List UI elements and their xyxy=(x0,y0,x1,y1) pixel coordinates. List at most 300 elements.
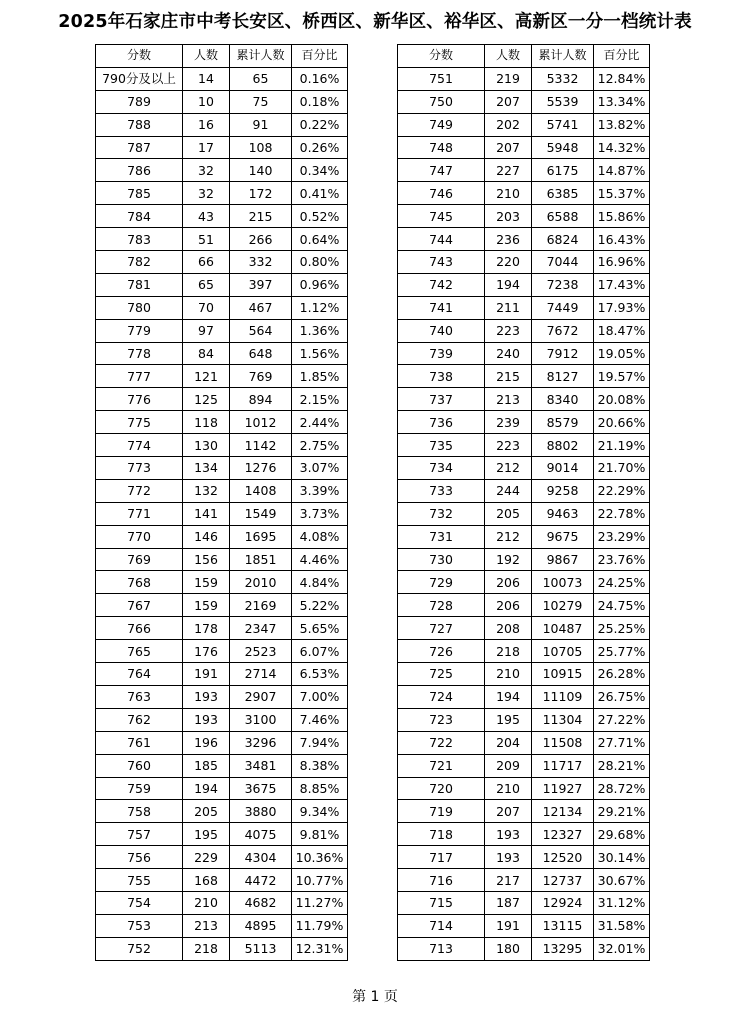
score-cell: 727 xyxy=(398,617,485,640)
cumulative-cell: 10279 xyxy=(532,594,594,617)
score-cell: 719 xyxy=(398,800,485,823)
cumulative-cell: 5113 xyxy=(230,937,292,960)
percent-cell: 20.08% xyxy=(594,388,650,411)
percent-cell: 26.75% xyxy=(594,685,650,708)
score-cell: 740 xyxy=(398,319,485,342)
table-row xyxy=(398,846,650,869)
table-row xyxy=(96,67,348,90)
cumulative-cell: 7449 xyxy=(532,296,594,319)
table-body-right xyxy=(398,67,650,960)
table-row xyxy=(398,388,650,411)
percent-cell: 2.75% xyxy=(292,434,348,457)
score-cell: 724 xyxy=(398,685,485,708)
score-cell: 736 xyxy=(398,411,485,434)
cumulative-cell: 13295 xyxy=(532,937,594,960)
percent-cell: 0.22% xyxy=(292,113,348,136)
table-row xyxy=(96,548,348,571)
percent-cell: 23.76% xyxy=(594,548,650,571)
count-cell: 205 xyxy=(183,800,230,823)
table-row xyxy=(96,731,348,754)
table-row xyxy=(96,754,348,777)
percent-cell: 5.22% xyxy=(292,594,348,617)
table-row xyxy=(96,457,348,480)
percent-cell: 32.01% xyxy=(594,937,650,960)
percent-cell: 0.34% xyxy=(292,159,348,182)
table-row xyxy=(96,182,348,205)
score-cell: 741 xyxy=(398,296,485,319)
score-cell: 733 xyxy=(398,479,485,502)
percent-cell: 0.52% xyxy=(292,205,348,228)
table-row xyxy=(398,228,650,251)
percent-cell: 22.78% xyxy=(594,502,650,525)
table-row xyxy=(96,319,348,342)
count-cell: 210 xyxy=(485,182,532,205)
cumulative-cell: 332 xyxy=(230,251,292,274)
count-cell: 32 xyxy=(183,182,230,205)
count-cell: 196 xyxy=(183,731,230,754)
table-header-row xyxy=(398,45,650,68)
count-cell: 204 xyxy=(485,731,532,754)
table-row xyxy=(398,67,650,90)
cumulative-cell: 4472 xyxy=(230,869,292,892)
cumulative-cell: 9867 xyxy=(532,548,594,571)
table-row xyxy=(398,594,650,617)
score-cell: 777 xyxy=(96,365,183,388)
cumulative-cell: 564 xyxy=(230,319,292,342)
score-cell: 767 xyxy=(96,594,183,617)
score-cell: 760 xyxy=(96,754,183,777)
cumulative-cell: 5741 xyxy=(532,113,594,136)
cumulative-cell: 6385 xyxy=(532,182,594,205)
cumulative-cell: 2907 xyxy=(230,685,292,708)
count-cell: 193 xyxy=(183,685,230,708)
count-cell: 195 xyxy=(485,708,532,731)
score-cell: 737 xyxy=(398,388,485,411)
table-row xyxy=(398,136,650,159)
score-cell: 754 xyxy=(96,891,183,914)
count-cell: 141 xyxy=(183,502,230,525)
table-row xyxy=(96,251,348,274)
percent-cell: 7.94% xyxy=(292,731,348,754)
table-row xyxy=(398,251,650,274)
cumulative-cell: 9675 xyxy=(532,525,594,548)
table-row xyxy=(398,914,650,937)
percent-cell: 10.36% xyxy=(292,846,348,869)
table-row xyxy=(398,800,650,823)
score-cell: 785 xyxy=(96,182,183,205)
percent-cell: 25.77% xyxy=(594,640,650,663)
count-cell: 180 xyxy=(485,937,532,960)
count-cell: 244 xyxy=(485,479,532,502)
cumulative-cell: 3880 xyxy=(230,800,292,823)
table-body-left xyxy=(96,67,348,960)
score-cell: 721 xyxy=(398,754,485,777)
header-count: 人数 xyxy=(183,45,230,68)
score-cell: 774 xyxy=(96,434,183,457)
table-row xyxy=(96,479,348,502)
score-cell: 761 xyxy=(96,731,183,754)
score-cell: 731 xyxy=(398,525,485,548)
score-cell: 764 xyxy=(96,663,183,686)
percent-cell: 15.86% xyxy=(594,205,650,228)
table-row xyxy=(398,640,650,663)
cumulative-cell: 769 xyxy=(230,365,292,388)
score-cell: 783 xyxy=(96,228,183,251)
cumulative-cell: 4682 xyxy=(230,891,292,914)
count-cell: 212 xyxy=(485,457,532,480)
count-cell: 227 xyxy=(485,159,532,182)
cumulative-cell: 5948 xyxy=(532,136,594,159)
percent-cell: 19.05% xyxy=(594,342,650,365)
percent-cell: 4.84% xyxy=(292,571,348,594)
score-cell: 714 xyxy=(398,914,485,937)
count-cell: 130 xyxy=(183,434,230,457)
count-cell: 10 xyxy=(183,90,230,113)
cumulative-cell: 9463 xyxy=(532,502,594,525)
cumulative-cell: 11927 xyxy=(532,777,594,800)
percent-cell: 21.19% xyxy=(594,434,650,457)
score-cell: 766 xyxy=(96,617,183,640)
count-cell: 206 xyxy=(485,594,532,617)
table-row xyxy=(96,891,348,914)
cumulative-cell: 5332 xyxy=(532,67,594,90)
cumulative-cell: 6588 xyxy=(532,205,594,228)
count-cell: 194 xyxy=(485,685,532,708)
count-cell: 223 xyxy=(485,319,532,342)
count-cell: 213 xyxy=(183,914,230,937)
cumulative-cell: 172 xyxy=(230,182,292,205)
percent-cell: 7.46% xyxy=(292,708,348,731)
percent-cell: 9.81% xyxy=(292,823,348,846)
table-row xyxy=(96,594,348,617)
score-cell: 742 xyxy=(398,273,485,296)
percent-cell: 22.29% xyxy=(594,479,650,502)
cumulative-cell: 11508 xyxy=(532,731,594,754)
percent-cell: 6.53% xyxy=(292,663,348,686)
cumulative-cell: 3675 xyxy=(230,777,292,800)
score-cell: 747 xyxy=(398,159,485,182)
percent-cell: 2.44% xyxy=(292,411,348,434)
percent-cell: 30.14% xyxy=(594,846,650,869)
count-cell: 212 xyxy=(485,525,532,548)
count-cell: 185 xyxy=(183,754,230,777)
percent-cell: 27.22% xyxy=(594,708,650,731)
cumulative-cell: 648 xyxy=(230,342,292,365)
cumulative-cell: 2010 xyxy=(230,571,292,594)
percent-cell: 13.34% xyxy=(594,90,650,113)
table-row xyxy=(398,754,650,777)
percent-cell: 21.70% xyxy=(594,457,650,480)
count-cell: 132 xyxy=(183,479,230,502)
count-cell: 66 xyxy=(183,251,230,274)
cumulative-cell: 2347 xyxy=(230,617,292,640)
cumulative-cell: 2523 xyxy=(230,640,292,663)
score-cell: 749 xyxy=(398,113,485,136)
score-cell: 713 xyxy=(398,937,485,960)
percent-cell: 12.84% xyxy=(594,67,650,90)
score-cell: 759 xyxy=(96,777,183,800)
cumulative-cell: 3296 xyxy=(230,731,292,754)
percent-cell: 11.79% xyxy=(292,914,348,937)
count-cell: 121 xyxy=(183,365,230,388)
score-cell: 744 xyxy=(398,228,485,251)
count-cell: 209 xyxy=(485,754,532,777)
percent-cell: 19.57% xyxy=(594,365,650,388)
count-cell: 14 xyxy=(183,67,230,90)
count-cell: 156 xyxy=(183,548,230,571)
percent-cell: 16.43% xyxy=(594,228,650,251)
percent-cell: 16.96% xyxy=(594,251,650,274)
count-cell: 206 xyxy=(485,571,532,594)
percent-cell: 31.58% xyxy=(594,914,650,937)
score-cell: 789 xyxy=(96,90,183,113)
score-cell: 784 xyxy=(96,205,183,228)
count-cell: 65 xyxy=(183,273,230,296)
count-cell: 193 xyxy=(183,708,230,731)
count-cell: 159 xyxy=(183,594,230,617)
cumulative-cell: 8579 xyxy=(532,411,594,434)
percent-cell: 14.87% xyxy=(594,159,650,182)
cumulative-cell: 894 xyxy=(230,388,292,411)
table-row xyxy=(96,800,348,823)
percent-cell: 0.80% xyxy=(292,251,348,274)
count-cell: 192 xyxy=(485,548,532,571)
count-cell: 236 xyxy=(485,228,532,251)
table-row xyxy=(398,937,650,960)
percent-cell: 2.15% xyxy=(292,388,348,411)
cumulative-cell: 65 xyxy=(230,67,292,90)
cumulative-cell: 91 xyxy=(230,113,292,136)
count-cell: 194 xyxy=(485,273,532,296)
cumulative-cell: 13115 xyxy=(532,914,594,937)
score-cell: 756 xyxy=(96,846,183,869)
cumulative-cell: 12737 xyxy=(532,869,594,892)
table-row xyxy=(398,205,650,228)
score-cell: 778 xyxy=(96,342,183,365)
score-cell: 722 xyxy=(398,731,485,754)
page-title: 2025年石家庄市中考长安区、桥西区、新华区、裕华区、高新区一分一档统计表 xyxy=(58,12,692,32)
score-cell: 776 xyxy=(96,388,183,411)
percent-cell: 4.08% xyxy=(292,525,348,548)
cumulative-cell: 1549 xyxy=(230,502,292,525)
count-cell: 51 xyxy=(183,228,230,251)
table-row xyxy=(96,90,348,113)
score-cell: 729 xyxy=(398,571,485,594)
table-row xyxy=(96,434,348,457)
count-cell: 220 xyxy=(485,251,532,274)
percent-cell: 29.68% xyxy=(594,823,650,846)
header-score: 分数 xyxy=(398,45,485,68)
percent-cell: 23.29% xyxy=(594,525,650,548)
table-row xyxy=(398,869,650,892)
table-row xyxy=(398,823,650,846)
percent-cell: 3.39% xyxy=(292,479,348,502)
count-cell: 146 xyxy=(183,525,230,548)
percent-cell: 28.72% xyxy=(594,777,650,800)
percent-cell: 13.82% xyxy=(594,113,650,136)
cumulative-cell: 215 xyxy=(230,205,292,228)
table-row xyxy=(96,846,348,869)
percent-cell: 1.12% xyxy=(292,296,348,319)
table-row xyxy=(398,663,650,686)
score-cell: 788 xyxy=(96,113,183,136)
count-cell: 191 xyxy=(183,663,230,686)
cumulative-cell: 10705 xyxy=(532,640,594,663)
cumulative-cell: 8127 xyxy=(532,365,594,388)
percent-cell: 12.31% xyxy=(292,937,348,960)
score-cell: 715 xyxy=(398,891,485,914)
table-row xyxy=(96,273,348,296)
percent-cell: 15.37% xyxy=(594,182,650,205)
cumulative-cell: 7044 xyxy=(532,251,594,274)
score-cell: 763 xyxy=(96,685,183,708)
table-row xyxy=(398,617,650,640)
count-cell: 223 xyxy=(485,434,532,457)
table-row xyxy=(398,182,650,205)
score-cell: 757 xyxy=(96,823,183,846)
cumulative-cell: 11717 xyxy=(532,754,594,777)
table-row xyxy=(398,342,650,365)
percent-cell: 27.71% xyxy=(594,731,650,754)
percent-cell: 1.85% xyxy=(292,365,348,388)
percent-cell: 10.77% xyxy=(292,869,348,892)
percent-cell: 5.65% xyxy=(292,617,348,640)
score-cell: 780 xyxy=(96,296,183,319)
table-row xyxy=(96,228,348,251)
score-table-right xyxy=(397,44,650,961)
count-cell: 240 xyxy=(485,342,532,365)
table-row xyxy=(96,205,348,228)
count-cell: 218 xyxy=(183,937,230,960)
count-cell: 70 xyxy=(183,296,230,319)
cumulative-cell: 7238 xyxy=(532,273,594,296)
score-cell: 748 xyxy=(398,136,485,159)
cumulative-cell: 1142 xyxy=(230,434,292,457)
table-row xyxy=(96,663,348,686)
table-row xyxy=(96,365,348,388)
count-cell: 191 xyxy=(485,914,532,937)
header-score: 分数 xyxy=(96,45,183,68)
percent-cell: 9.34% xyxy=(292,800,348,823)
cumulative-cell: 12924 xyxy=(532,891,594,914)
percent-cell: 0.26% xyxy=(292,136,348,159)
table-row xyxy=(398,571,650,594)
score-cell: 746 xyxy=(398,182,485,205)
percent-cell: 3.73% xyxy=(292,502,348,525)
score-cell: 752 xyxy=(96,937,183,960)
table-row xyxy=(398,159,650,182)
score-cell: 770 xyxy=(96,525,183,548)
cumulative-cell: 266 xyxy=(230,228,292,251)
count-cell: 16 xyxy=(183,113,230,136)
table-row xyxy=(398,365,650,388)
score-cell: 787 xyxy=(96,136,183,159)
table-row xyxy=(96,342,348,365)
percent-cell: 7.00% xyxy=(292,685,348,708)
count-cell: 207 xyxy=(485,90,532,113)
count-cell: 217 xyxy=(485,869,532,892)
percent-cell: 1.36% xyxy=(292,319,348,342)
score-cell: 768 xyxy=(96,571,183,594)
cumulative-cell: 12134 xyxy=(532,800,594,823)
score-cell: 753 xyxy=(96,914,183,937)
table-row xyxy=(96,640,348,663)
cumulative-cell: 3481 xyxy=(230,754,292,777)
score-cell: 771 xyxy=(96,502,183,525)
table-row xyxy=(398,731,650,754)
count-cell: 203 xyxy=(485,205,532,228)
cumulative-cell: 467 xyxy=(230,296,292,319)
count-cell: 134 xyxy=(183,457,230,480)
count-cell: 205 xyxy=(485,502,532,525)
score-cell: 782 xyxy=(96,251,183,274)
count-cell: 97 xyxy=(183,319,230,342)
table-row xyxy=(96,823,348,846)
table-row xyxy=(398,90,650,113)
count-cell: 210 xyxy=(485,777,532,800)
count-cell: 176 xyxy=(183,640,230,663)
percent-cell: 17.93% xyxy=(594,296,650,319)
percent-cell: 0.16% xyxy=(292,67,348,90)
score-cell: 739 xyxy=(398,342,485,365)
count-cell: 195 xyxy=(183,823,230,846)
score-cell: 781 xyxy=(96,273,183,296)
table-row xyxy=(398,891,650,914)
table-row xyxy=(96,685,348,708)
percent-cell: 31.12% xyxy=(594,891,650,914)
percent-cell: 0.18% xyxy=(292,90,348,113)
count-cell: 194 xyxy=(183,777,230,800)
count-cell: 193 xyxy=(485,823,532,846)
cumulative-cell: 108 xyxy=(230,136,292,159)
count-cell: 239 xyxy=(485,411,532,434)
cumulative-cell: 1276 xyxy=(230,457,292,480)
cumulative-cell: 6824 xyxy=(532,228,594,251)
percent-cell: 6.07% xyxy=(292,640,348,663)
table-row xyxy=(398,502,650,525)
cumulative-cell: 8802 xyxy=(532,434,594,457)
cumulative-cell: 4895 xyxy=(230,914,292,937)
cumulative-cell: 12327 xyxy=(532,823,594,846)
table-row xyxy=(96,777,348,800)
count-cell: 17 xyxy=(183,136,230,159)
table-row xyxy=(96,296,348,319)
cumulative-cell: 6175 xyxy=(532,159,594,182)
percent-cell: 0.64% xyxy=(292,228,348,251)
score-cell: 743 xyxy=(398,251,485,274)
score-cell: 790分及以上 xyxy=(96,67,183,90)
table-header-row xyxy=(96,45,348,68)
table-row xyxy=(96,136,348,159)
header-cumulative: 累计人数 xyxy=(230,45,292,68)
table-row xyxy=(398,411,650,434)
page-number: 第 1 页 xyxy=(352,989,398,1005)
header-percent: 百分比 xyxy=(594,45,650,68)
table-row xyxy=(96,937,348,960)
count-cell: 187 xyxy=(485,891,532,914)
cumulative-cell: 7912 xyxy=(532,342,594,365)
percent-cell: 24.75% xyxy=(594,594,650,617)
score-cell: 779 xyxy=(96,319,183,342)
table-row xyxy=(96,617,348,640)
header-percent: 百分比 xyxy=(292,45,348,68)
percent-cell: 17.43% xyxy=(594,273,650,296)
cumulative-cell: 4075 xyxy=(230,823,292,846)
percent-cell: 20.66% xyxy=(594,411,650,434)
percent-cell: 0.96% xyxy=(292,273,348,296)
cumulative-cell: 1695 xyxy=(230,525,292,548)
count-cell: 159 xyxy=(183,571,230,594)
